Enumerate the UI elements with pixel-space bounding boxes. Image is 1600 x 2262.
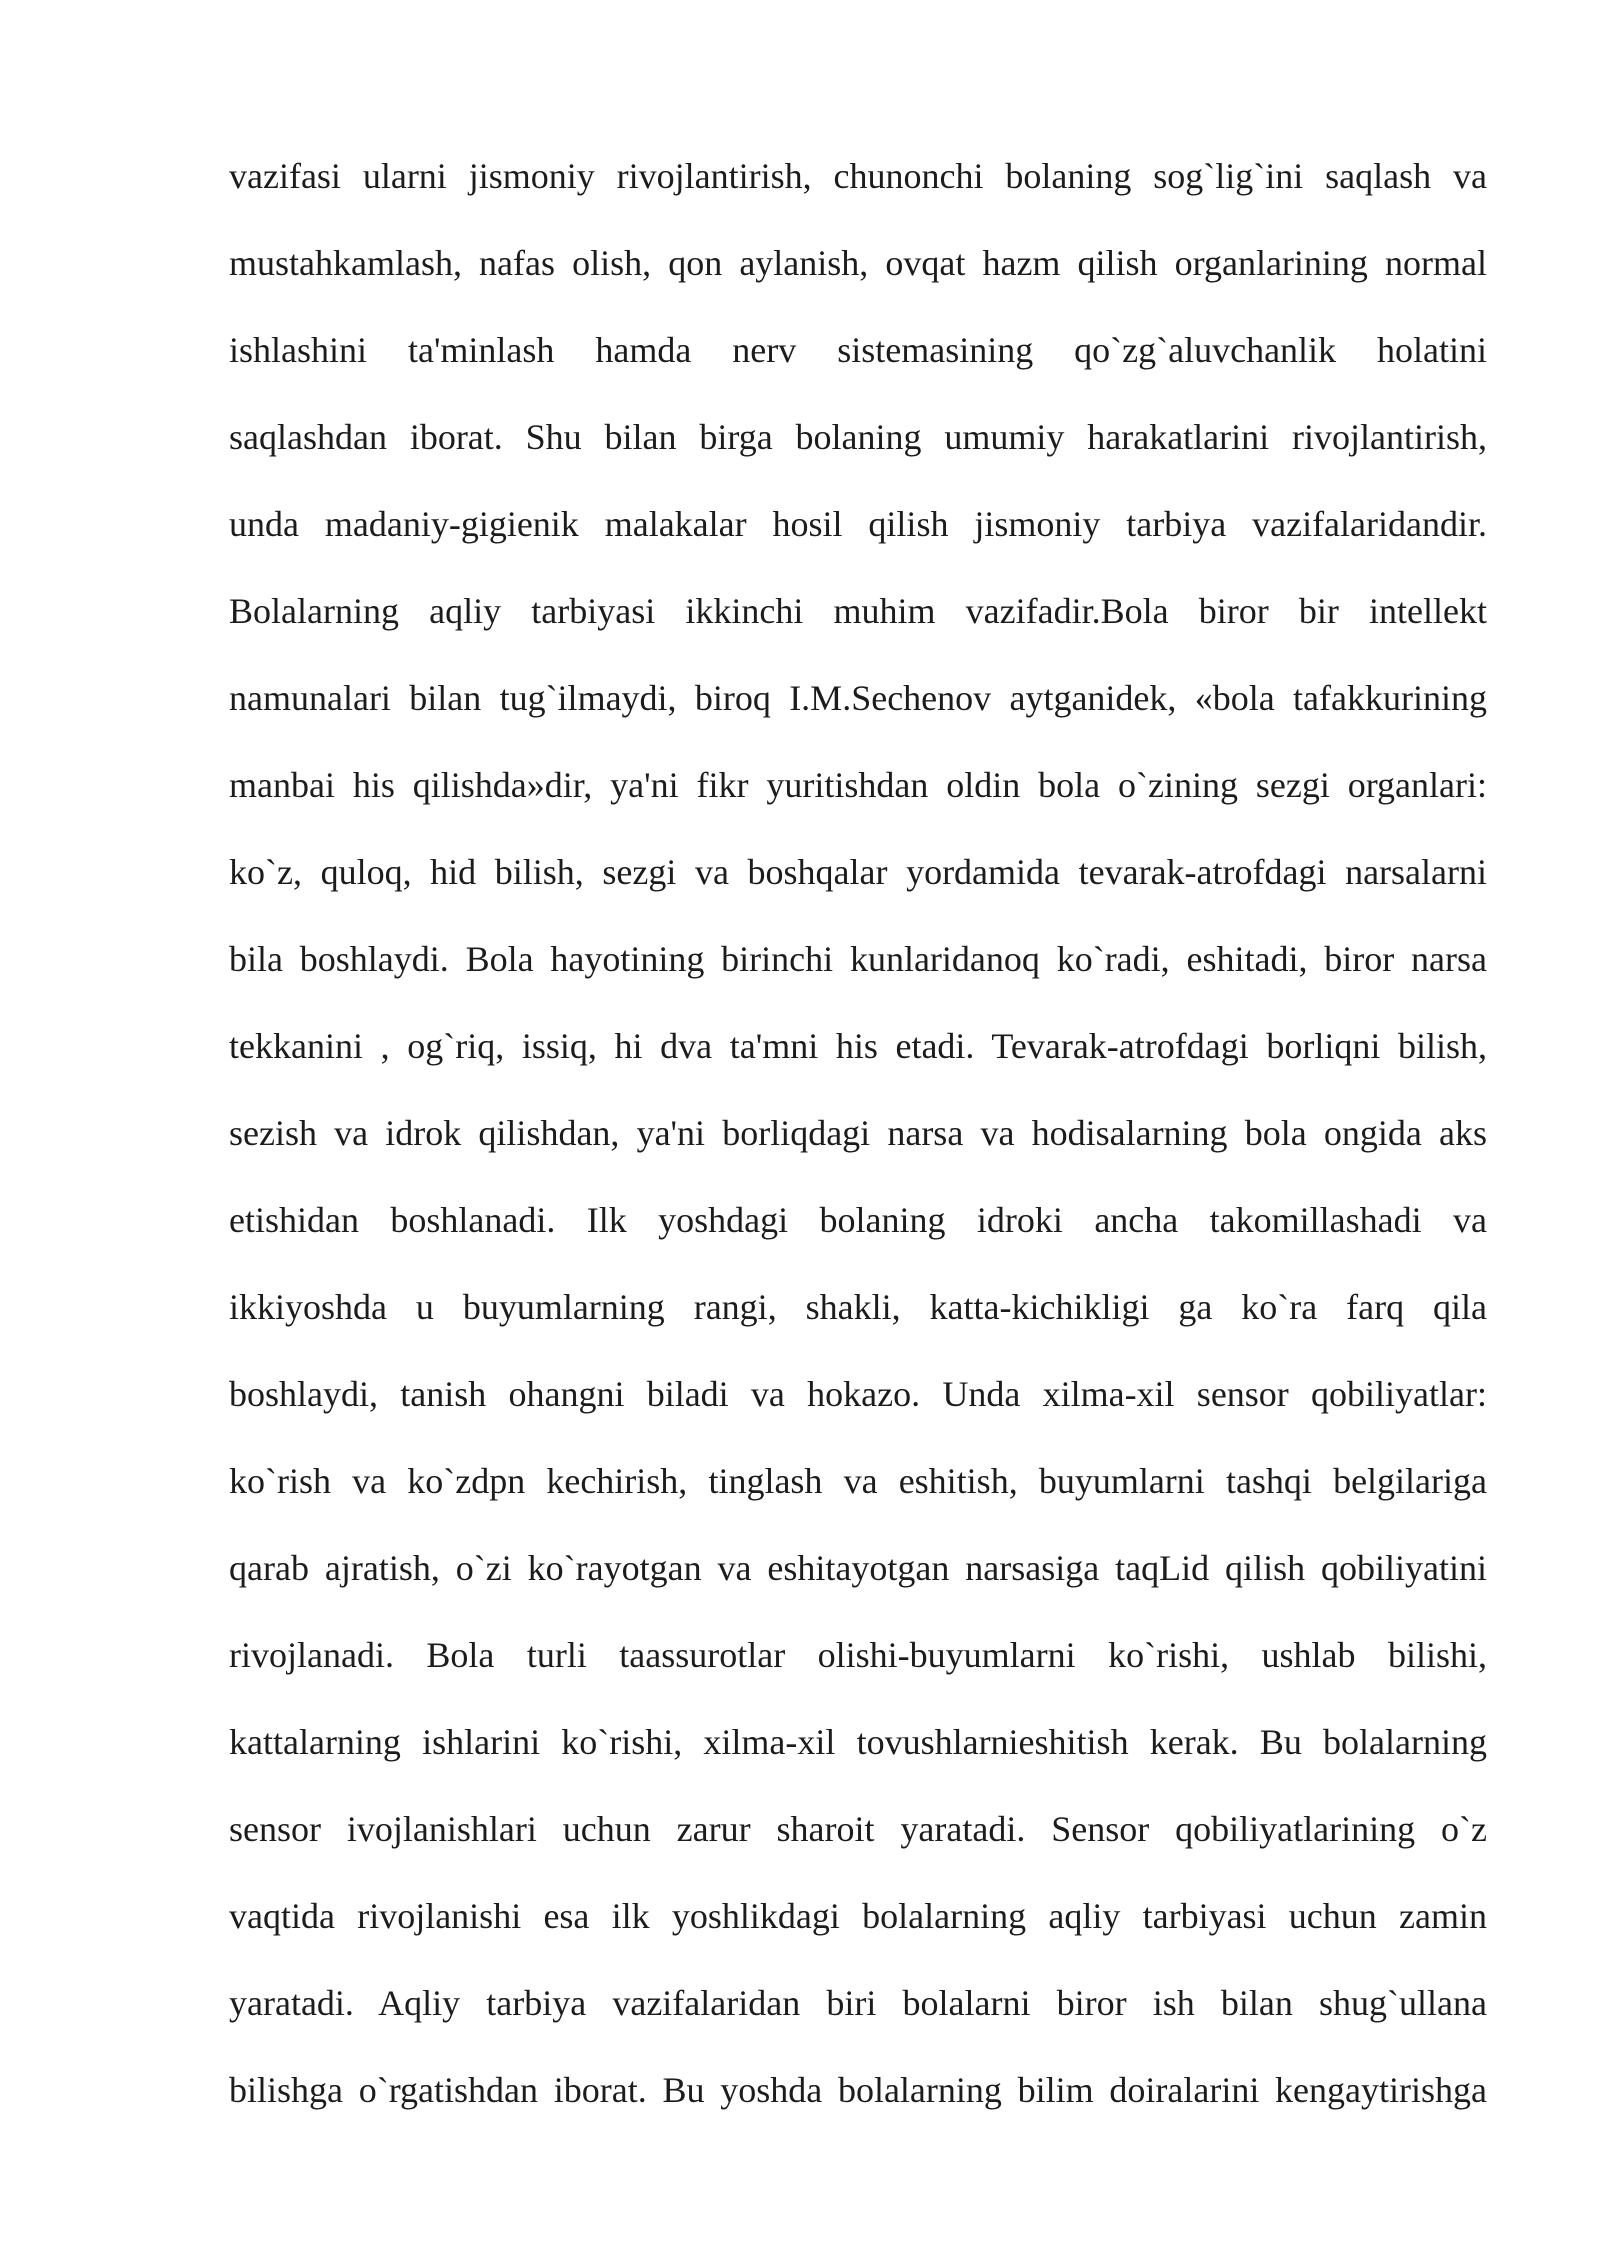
text-line: vaqtida rivojlanishi esa ilk yoshlikdagi bolalarning aqliy tarbiyasi uchun zamin (229, 1896, 1487, 1936)
text-line: ikkiyoshda u buyumlarning rangi, shakli, katta-kichikligi ga ko`ra farq qila (229, 1287, 1487, 1327)
text-line: qarab ajratish, o`zi ko`rayotgan va eshitayotgan narsasiga taqLid qilish qobiliyatini (229, 1548, 1487, 1588)
text-line: bila boshlaydi. Bola hayotining birinchi kunlaridanoq ko`radi, eshitadi, biror narsa (229, 939, 1487, 979)
text-line: yaratadi. Aqliy tarbiya vazifalaridan biri bolalarni biror ish bilan shug`ullana (229, 1983, 1487, 2023)
text-line: ko`rish va ko`zdpn kechirish, tinglash va eshitish, buyumlarni tashqi belgilariga (229, 1461, 1487, 1501)
text-line: unda madaniy-gigienik malakalar hosil qilish jismoniy tarbiya vazifalaridandir. (229, 504, 1487, 544)
text-line: mustahkamlash, nafas olish, qon aylanish, ovqat hazm qilish organlarining normal (229, 243, 1487, 283)
text-line: sensor ivojlanishlari uchun zarur sharoit yaratadi. Sensor qobiliyatlarining o`z (229, 1809, 1487, 1849)
text-line: rivojlanadi. Bola turli taassurotlar olishi-buyumlarni ko`rishi, ushlab bilishi, (229, 1635, 1487, 1675)
text-line: ishlashini ta'minlash hamda nerv sistemasining qo`zg`aluvchanlik holatini (229, 330, 1487, 370)
text-line: Bolalarning aqliy tarbiyasi ikkinchi muhim vazifadir.Bola biror bir intellekt (229, 591, 1487, 631)
text-line: sezish va idrok qilishdan, ya'ni borliqdagi narsa va hodisalarning bola ongida aks (229, 1113, 1487, 1153)
text-line: manbai his qilishda»dir, ya'ni fikr yuritishdan oldin bola o`zining sezgi organlari: (229, 765, 1487, 805)
text-line: kattalarning ishlarini ko`rishi, xilma-xil tovushlarnieshitish kerak. Bu bolalarning (229, 1722, 1487, 1762)
text-line: bilishga o`rgatishdan iborat. Bu yoshda bolalarning bilim doiralarini kengaytirishga (229, 2070, 1487, 2110)
body-text (229, 142, 1487, 2143)
text-line: namunalari bilan tug`ilmaydi, biroq I.M.Sechenov aytganidek, «bola tafakkurining (229, 678, 1487, 718)
text-line: saqlashdan iborat. Shu bilan birga bolaning umumiy harakatlarini rivojlantirish, (229, 417, 1487, 457)
text-line: tekkanini , og`riq, issiq, hi dva ta'mni his etadi. Tevarak-atrofdagi borliqni bilish, (229, 1026, 1487, 1066)
text-line: vazifasi ularni jismoniy rivojlantirish, chunonchi bolaning sog`lig`ini saqlash va (229, 156, 1487, 196)
text-line: boshlaydi, tanish ohangni biladi va hokazo. Unda xilma-xil sensor qobiliyatlar: (229, 1374, 1487, 1414)
text-line: etishidan boshlanadi. Ilk yoshdagi bolaning idroki ancha takomillashadi va (229, 1200, 1487, 1240)
text-line: ko`z, quloq, hid bilish, sezgi va boshqalar yordamida tevarak-atrofdagi narsalarni (229, 852, 1487, 892)
